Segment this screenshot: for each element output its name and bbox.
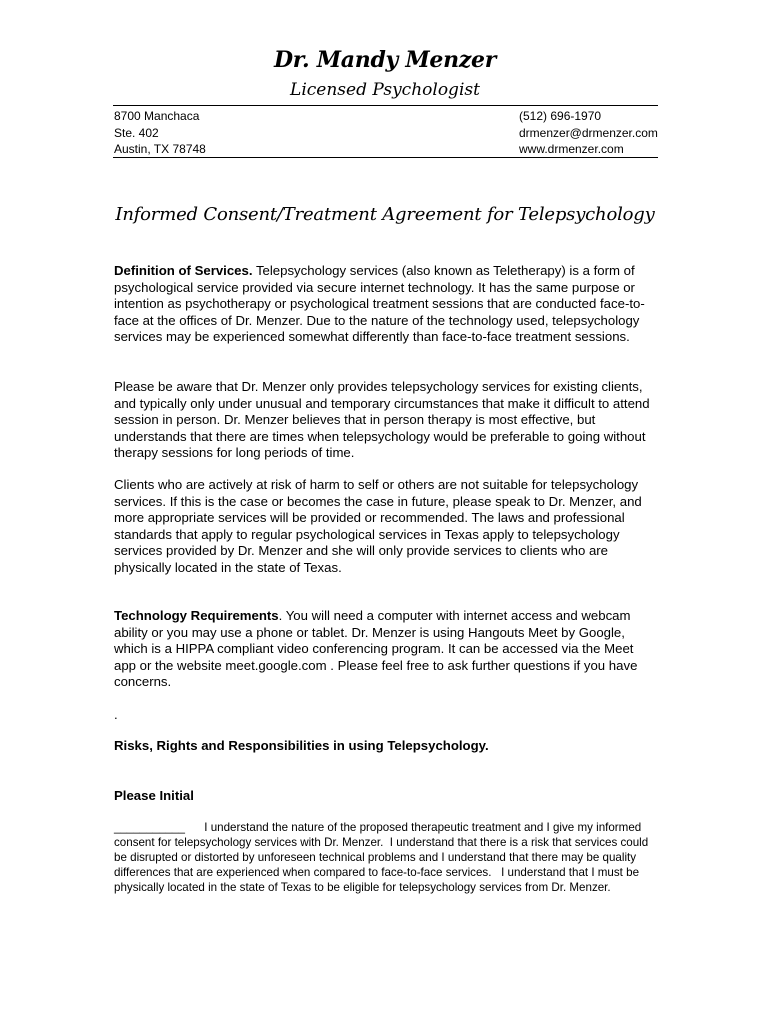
address-line: Austin, TX 78748 [114,142,206,156]
address-line: 8700 Manchaca [114,109,200,123]
separator-dot: . [114,707,118,722]
header-rule-top [113,105,658,106]
initial-blank-field[interactable]: ___________ [114,821,185,834]
risks-heading: Risks, Rights and Responsibilities in using Telepsychology. [114,738,489,753]
website: www.drmenzer.com [519,142,624,156]
definition-text: Telepsychology services (also known as Teletherapy) is a form of psychological service provided via secure internet technology. It has the same purpose or intention as psychotherapy or psychological treatment sessions that are conducted face-to-face at the offices of Dr. Menzer. Due to the nature of the technology used, telepsychology services may be experienced somewhat differently than face-to-face treatment sessions. [114,263,645,345]
phone-number: (512) 696-1970 [519,109,602,123]
technology-paragraph [114,608,658,691]
practitioner-title: Licensed Psychologist [290,80,480,100]
document-title: Informed Consent/Treatment Agreement for Telepsychology [115,204,655,225]
contact-block [519,108,658,158]
address-line: Ste. 402 [114,125,159,140]
risk-clients-paragraph: Clients who are actively at risk of harm to self or others are not suitable for telepsychology services. If this is the case or becomes the case in future, please speak to Dr. Menzer, and more appropriate services will be provided or recommended. The laws and professional standards that apply to regular psychological services in Texas apply to telepsychology services provided by Dr. Menzer and she will only provide services to clients who are physically located in the state of Texas. [114,477,642,575]
definition-paragraph [114,263,658,346]
technology-heading: Technology Requirements [114,608,279,623]
header-rule-bottom [113,157,658,158]
definition-heading: Definition of Services. [114,263,253,278]
awareness-paragraph: Please be aware that Dr. Menzer only provides telepsychology services for existing clients, and typically only under unusual and temporary circumstances that make it difficult to attend session in person. Dr. Menzer believes that in person therapy is most effective, but understands that there are times when telepsychology would be preferable to going without therapy sessions for long periods of time. [114,379,650,461]
technology-text: . You will need a computer with internet access and webcam ability or you may use a phone or tablet. Dr. Menzer is using Hangouts Meet by Google, which is a HIPPA compliant video conferencing program. It can be accessed via the Meet app or the website meet.google.com . Please feel free to ask further questions if you have concerns. [114,608,638,690]
initial-heading: Please Initial [114,788,194,803]
email-address: drmenzer@drmenzer.com [519,125,658,140]
practitioner-name: Dr. Mandy Menzer [273,47,497,73]
initial-paragraph [114,820,660,895]
address-block [114,108,206,158]
initial-consent-text: I understand the nature of the proposed therapeutic treatment and I give my informed consent for telepsychology services with Dr. Menzer. I understand that there is a risk that services could be disrupted or distorted by unforeseen technical problems and I understand that there may be quality differences that are experienced when compared to face-to-face services. I understand that I must be physically located in the state of Texas to be eligible for telepsychology services from Dr. Menzer. [114,821,652,894]
